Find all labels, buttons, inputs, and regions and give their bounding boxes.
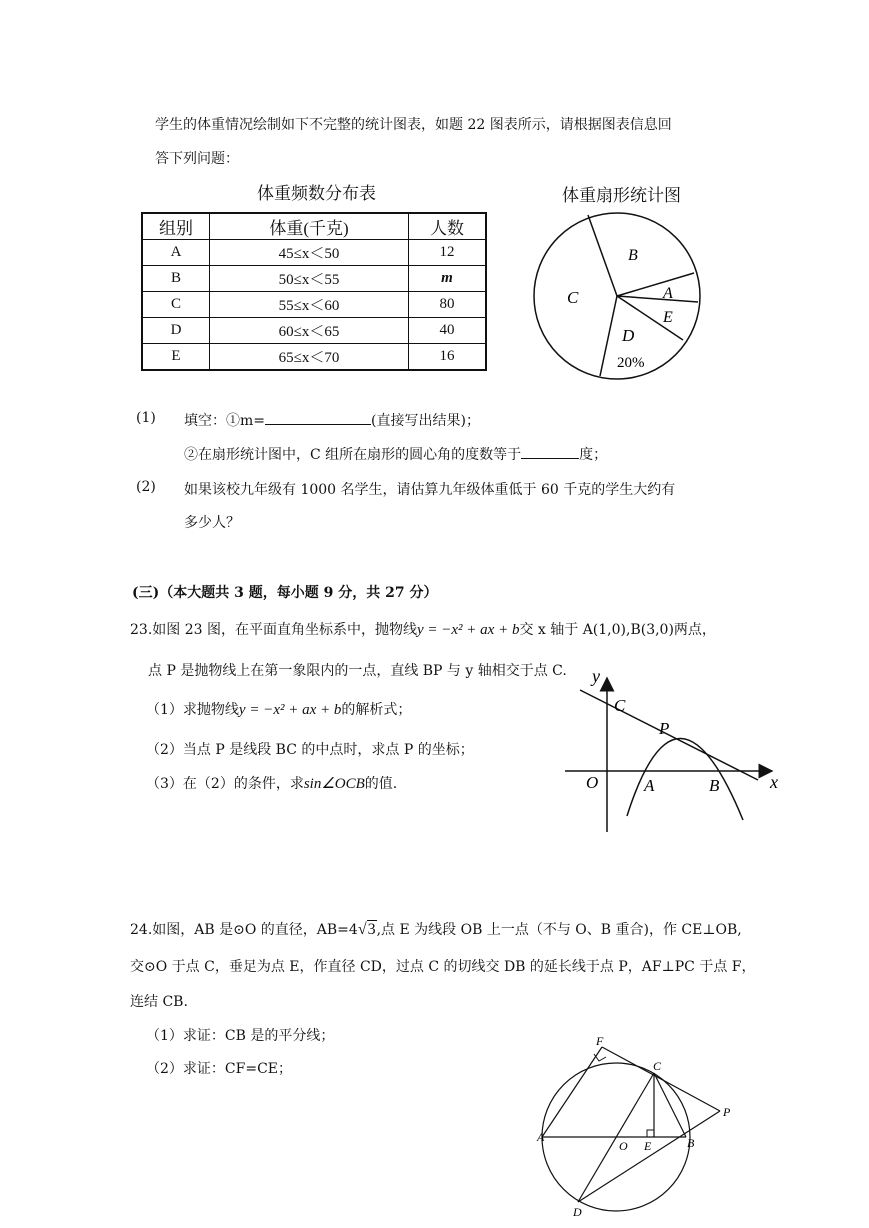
q23-line1: [130, 619, 716, 639]
q23-sub2: （2）当点 P 是线段 BC 的中点时，求点 P 的坐标；: [146, 742, 474, 758]
q24-circle-figure: [530, 1030, 750, 1228]
pie-divider-ae: [617, 296, 698, 302]
sqrt-radicand: 3: [367, 921, 376, 938]
cell-count: 80: [409, 292, 487, 318]
cell-group: E: [142, 344, 210, 371]
pie-title: 体重扇形统计图: [562, 186, 681, 206]
q23-s1-formula: y = −x² + ax + b: [238, 702, 342, 718]
segment-cb: [654, 1073, 686, 1137]
line-dbp: [578, 1111, 720, 1202]
cell-range: 55≤x＜60: [210, 292, 409, 318]
q23-formula: y = −x² + ax + b: [416, 622, 520, 638]
cell-count: m: [409, 266, 487, 292]
q22-p2-num: (2): [136, 479, 156, 495]
label-x: x: [770, 772, 778, 792]
q23-sub3: [146, 773, 397, 793]
intro-line-2: 答下列问题：: [155, 151, 239, 167]
right-angle-e: [647, 1130, 654, 1137]
label-p: P: [659, 719, 670, 738]
answer-blank-angle: [521, 444, 579, 459]
header-group: 组别: [142, 213, 210, 240]
cell-range: 45≤x＜50: [210, 240, 409, 266]
cell-group: D: [142, 318, 210, 344]
cell-count: 40: [409, 318, 487, 344]
pie-d-percent: 20%: [617, 355, 645, 371]
q23-line1-b: 交 x 轴于 A(1,0),B(3,0)两点，: [519, 622, 716, 638]
answer-blank-m: [265, 410, 371, 425]
pie-label-d: D: [622, 326, 635, 345]
q22-p1-line2-a: ②在扇形统计图中，C 组所在扇形的圆心角的度数等于: [184, 447, 522, 463]
q24-line2: 交⊙O 于点 C，垂足为点 E，作直径 CD，过点 C 的切线交 DB 的延长线于点 P，AF⊥PC 于点 F，: [130, 959, 756, 975]
label-f: F: [596, 1034, 604, 1048]
q23-coordinate-graph: [560, 660, 790, 840]
intro-line-1: 学生的体重情况绘制如下不完整的统计图表，如题 22 图表所示，请根据图表信息回: [155, 117, 672, 133]
q23-sub1: [146, 699, 411, 719]
q22-p1-text-b: (直接写出结果)；: [371, 413, 480, 429]
table-row: [142, 266, 486, 292]
table-header-row: [142, 213, 486, 240]
pie-chart: [530, 208, 710, 383]
q22-p1-num: (1): [136, 410, 156, 426]
pie-divider-cb: [588, 215, 617, 296]
cell-range: 65≤x＜70: [210, 344, 409, 371]
q24-sub1: （1）求证：CB 是的平分线；: [146, 1028, 335, 1044]
cell-group: B: [142, 266, 210, 292]
q23-line1-a: 23.如图 23 图，在平面直角坐标系中，抛物线: [130, 622, 417, 638]
label-p: P: [723, 1105, 731, 1119]
table-row: [142, 292, 486, 318]
frequency-table: [141, 212, 487, 371]
q22-p1-line2-b: 度；: [579, 447, 608, 463]
header-weight: 体重(千克): [210, 213, 409, 240]
tangent-fcp: [602, 1047, 720, 1111]
label-b: B: [687, 1136, 695, 1150]
q23-s1-a: （1）求抛物线: [146, 702, 239, 718]
pie-divider-dc: [600, 296, 617, 376]
label-o: O: [619, 1139, 628, 1153]
cell-range: 60≤x＜65: [210, 318, 409, 344]
label-o: O: [586, 773, 599, 792]
q23-s3-formula: sin∠OCB: [303, 776, 365, 792]
q22-p1-text-a: 填空：①m=: [184, 413, 266, 429]
table-row: [142, 240, 486, 266]
q23-line2: 点 P 是抛物线上在第一象限内的一点，直线 BP 与 y 轴相交于点 C.: [148, 663, 567, 679]
header-count: 人数: [409, 213, 487, 240]
label-a: A: [644, 776, 655, 795]
q22-p2-line2: 多少人？: [184, 515, 240, 531]
table-row: [142, 344, 486, 371]
cell-group: A: [142, 240, 210, 266]
label-d: D: [573, 1205, 582, 1219]
q22-p1-line1: [184, 410, 480, 430]
q23-s1-b: 的解析式；: [341, 702, 412, 718]
q22-p1-line2: [184, 444, 607, 464]
table-row: [142, 318, 486, 344]
label-e: E: [644, 1139, 652, 1153]
section-heading: (三)（本大题共 3 题，每小题 9 分，共 27 分）: [132, 585, 438, 601]
cell-count: 16: [409, 344, 487, 371]
table-title: 体重频数分布表: [257, 184, 376, 204]
pie-label-b: B: [628, 247, 638, 264]
pie-divider-ba: [617, 273, 694, 296]
label-a: A: [537, 1130, 545, 1144]
cell-count: 12: [409, 240, 487, 266]
cell-range: 50≤x＜55: [210, 266, 409, 292]
q24-line1: [130, 919, 742, 939]
sqrt-symbol: √: [357, 921, 367, 938]
q22-p2-line1: 如果该校九年级有 1000 名学生，请估算九年级体重低于 60 千克的学生大约有: [184, 482, 676, 498]
q24-line1-a: 24.如图，AB 是⊙O 的直径，AB=4: [130, 922, 358, 938]
cell-group: C: [142, 292, 210, 318]
label-b: B: [709, 776, 720, 795]
pie-label-a: A: [663, 285, 673, 302]
q23-s3-b: 的值.: [364, 776, 398, 792]
segment-af: [542, 1047, 602, 1137]
right-angle-f: [594, 1054, 606, 1061]
q24-sub2: （2）求证：CF=CE；: [146, 1061, 292, 1077]
label-c: C: [614, 696, 626, 715]
pie-label-c: C: [567, 288, 579, 307]
q23-s3-a: （3）在（2）的条件，求: [146, 776, 304, 792]
label-y: y: [592, 666, 600, 686]
label-c: C: [653, 1059, 662, 1073]
pie-label-e: E: [663, 309, 673, 326]
q24-line1-b: ,点 E 为线段 OB 上一点（不与 O、B 重合)，作 CE⊥OB,: [376, 922, 742, 938]
q24-line3: 连结 CB.: [130, 994, 188, 1010]
